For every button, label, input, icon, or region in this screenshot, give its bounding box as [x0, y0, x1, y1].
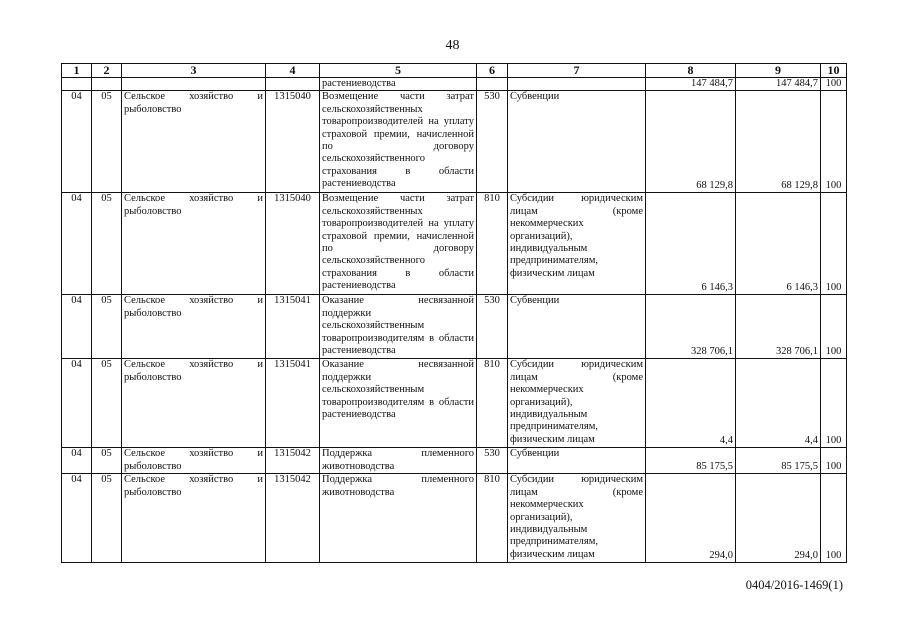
- table-row: [62, 474, 847, 563]
- document-code: 0404/2016-1469(1): [745, 578, 843, 592]
- cell-section: 04: [62, 448, 92, 474]
- cell-plan: 6 146,3: [646, 193, 736, 295]
- header-cell: 4: [266, 64, 320, 78]
- cell-target-code: [266, 78, 320, 91]
- header-cell: 3: [122, 64, 266, 78]
- cell-expense-code: 530: [477, 448, 508, 474]
- cell-percent: 100: [821, 474, 847, 563]
- cell-plan: 147 484,7: [646, 78, 736, 91]
- cell-target-name: Возмещение части затрат сельскохозяйственных товаропроизводителей на уплату страховой премии, начисленной по договору сельскохозяйственного страхования в области растениеводства: [320, 193, 477, 295]
- cell-percent: 100: [821, 91, 847, 193]
- cell-target-code: 1315042: [266, 474, 320, 563]
- cell-target-name: Оказание несвязанной поддержки сельскохозяйственным товаропроизводителям в области растениеводства: [320, 295, 477, 359]
- cell-target-name: Поддержка племенного животноводства: [320, 448, 477, 474]
- cell-subsection: [92, 78, 122, 91]
- budget-table: [61, 63, 847, 563]
- cell-executed: 294,0: [736, 474, 821, 563]
- cell-expense-code: 810: [477, 193, 508, 295]
- cell-plan: 85 175,5: [646, 448, 736, 474]
- header-cell: 1: [62, 64, 92, 78]
- header-cell: 6: [477, 64, 508, 78]
- table-row: [62, 91, 847, 193]
- cell-target-name: растениеводства: [320, 78, 477, 91]
- cell-plan: 4,4: [646, 359, 736, 448]
- cell-target-code: 1315040: [266, 91, 320, 193]
- cell-plan: 294,0: [646, 474, 736, 563]
- table-header-row: [62, 64, 847, 78]
- header-cell: 7: [508, 64, 646, 78]
- cell-target-name: Оказание несвязанной поддержки сельскохозяйственным товаропроизводителям в области растениеводства: [320, 359, 477, 448]
- cell-executed: 85 175,5: [736, 448, 821, 474]
- cell-expense-name: Субсидии юридическим лицам (кроме некоммерческих организаций), индивидуальным предпринимателям, физическим лицам: [508, 193, 646, 295]
- cell-subsection: 05: [92, 474, 122, 563]
- cell-section: 04: [62, 295, 92, 359]
- cell-executed: 4,4: [736, 359, 821, 448]
- cell-expense-name: Субвенции: [508, 91, 646, 193]
- cell-plan: 328 706,1: [646, 295, 736, 359]
- cell-target-code: 1315042: [266, 448, 320, 474]
- cell-executed: 147 484,7: [736, 78, 821, 91]
- page-number: 48: [445, 38, 460, 53]
- cell-target-code: 1315040: [266, 193, 320, 295]
- cell-expense-code: 810: [477, 474, 508, 563]
- cell-plan: 68 129,8: [646, 91, 736, 193]
- cell-executed: 328 706,1: [736, 295, 821, 359]
- cell-section-name: Сельское хозяйство и рыболовство: [122, 359, 266, 448]
- cell-target-name: Возмещение части затрат сельскохозяйственных товаропроизводителей на уплату страховой премии, начисленной по договору сельскохозяйственного страхования в области растениеводства: [320, 91, 477, 193]
- cell-section-name: Сельское хозяйство и рыболовство: [122, 448, 266, 474]
- cell-executed: 68 129,8: [736, 91, 821, 193]
- cell-target-name: Поддержка племенного животноводства: [320, 474, 477, 563]
- header-cell: 9: [736, 64, 821, 78]
- cell-expense-code: 530: [477, 295, 508, 359]
- cell-section: 04: [62, 474, 92, 563]
- cell-section-name: Сельское хозяйство и рыболовство: [122, 295, 266, 359]
- cell-section-name: Сельское хозяйство и рыболовство: [122, 91, 266, 193]
- cell-expense-name: Субсидии юридическим лицам (кроме некоммерческих организаций), индивидуальным предпринимателям, физическим лицам: [508, 474, 646, 563]
- header-cell: 10: [821, 64, 847, 78]
- cell-percent: 100: [821, 448, 847, 474]
- cell-subsection: 05: [92, 295, 122, 359]
- cell-target-code: 1315041: [266, 359, 320, 448]
- cell-expense-name: [508, 78, 646, 91]
- cell-section-name: [122, 78, 266, 91]
- cell-subsection: 05: [92, 448, 122, 474]
- cell-percent: 100: [821, 359, 847, 448]
- cell-percent: 100: [821, 295, 847, 359]
- cell-section: 04: [62, 359, 92, 448]
- cell-percent: 100: [821, 193, 847, 295]
- cell-subsection: 05: [92, 91, 122, 193]
- table-row: [62, 359, 847, 448]
- table-row: [62, 295, 847, 359]
- cell-expense-name: Субвенции: [508, 295, 646, 359]
- cell-expense-code: 530: [477, 91, 508, 193]
- cell-expense-name: Субсидии юридическим лицам (кроме некоммерческих организаций), индивидуальным предпринимателям, физическим лицам: [508, 359, 646, 448]
- cell-expense-code: [477, 78, 508, 91]
- table-row-continuation: [62, 78, 847, 91]
- cell-target-code: 1315041: [266, 295, 320, 359]
- header-cell: 5: [320, 64, 477, 78]
- cell-section-name: Сельское хозяйство и рыболовство: [122, 474, 266, 563]
- cell-expense-code: 810: [477, 359, 508, 448]
- header-cell: 2: [92, 64, 122, 78]
- table-row: [62, 448, 847, 474]
- cell-section: 04: [62, 91, 92, 193]
- cell-section: [62, 78, 92, 91]
- cell-section: 04: [62, 193, 92, 295]
- cell-subsection: 05: [92, 193, 122, 295]
- cell-executed: 6 146,3: [736, 193, 821, 295]
- cell-expense-name: Субвенции: [508, 448, 646, 474]
- cell-section-name: Сельское хозяйство и рыболовство: [122, 193, 266, 295]
- cell-percent: 100: [821, 78, 847, 91]
- cell-subsection: 05: [92, 359, 122, 448]
- table-row: [62, 193, 847, 295]
- header-cell: 8: [646, 64, 736, 78]
